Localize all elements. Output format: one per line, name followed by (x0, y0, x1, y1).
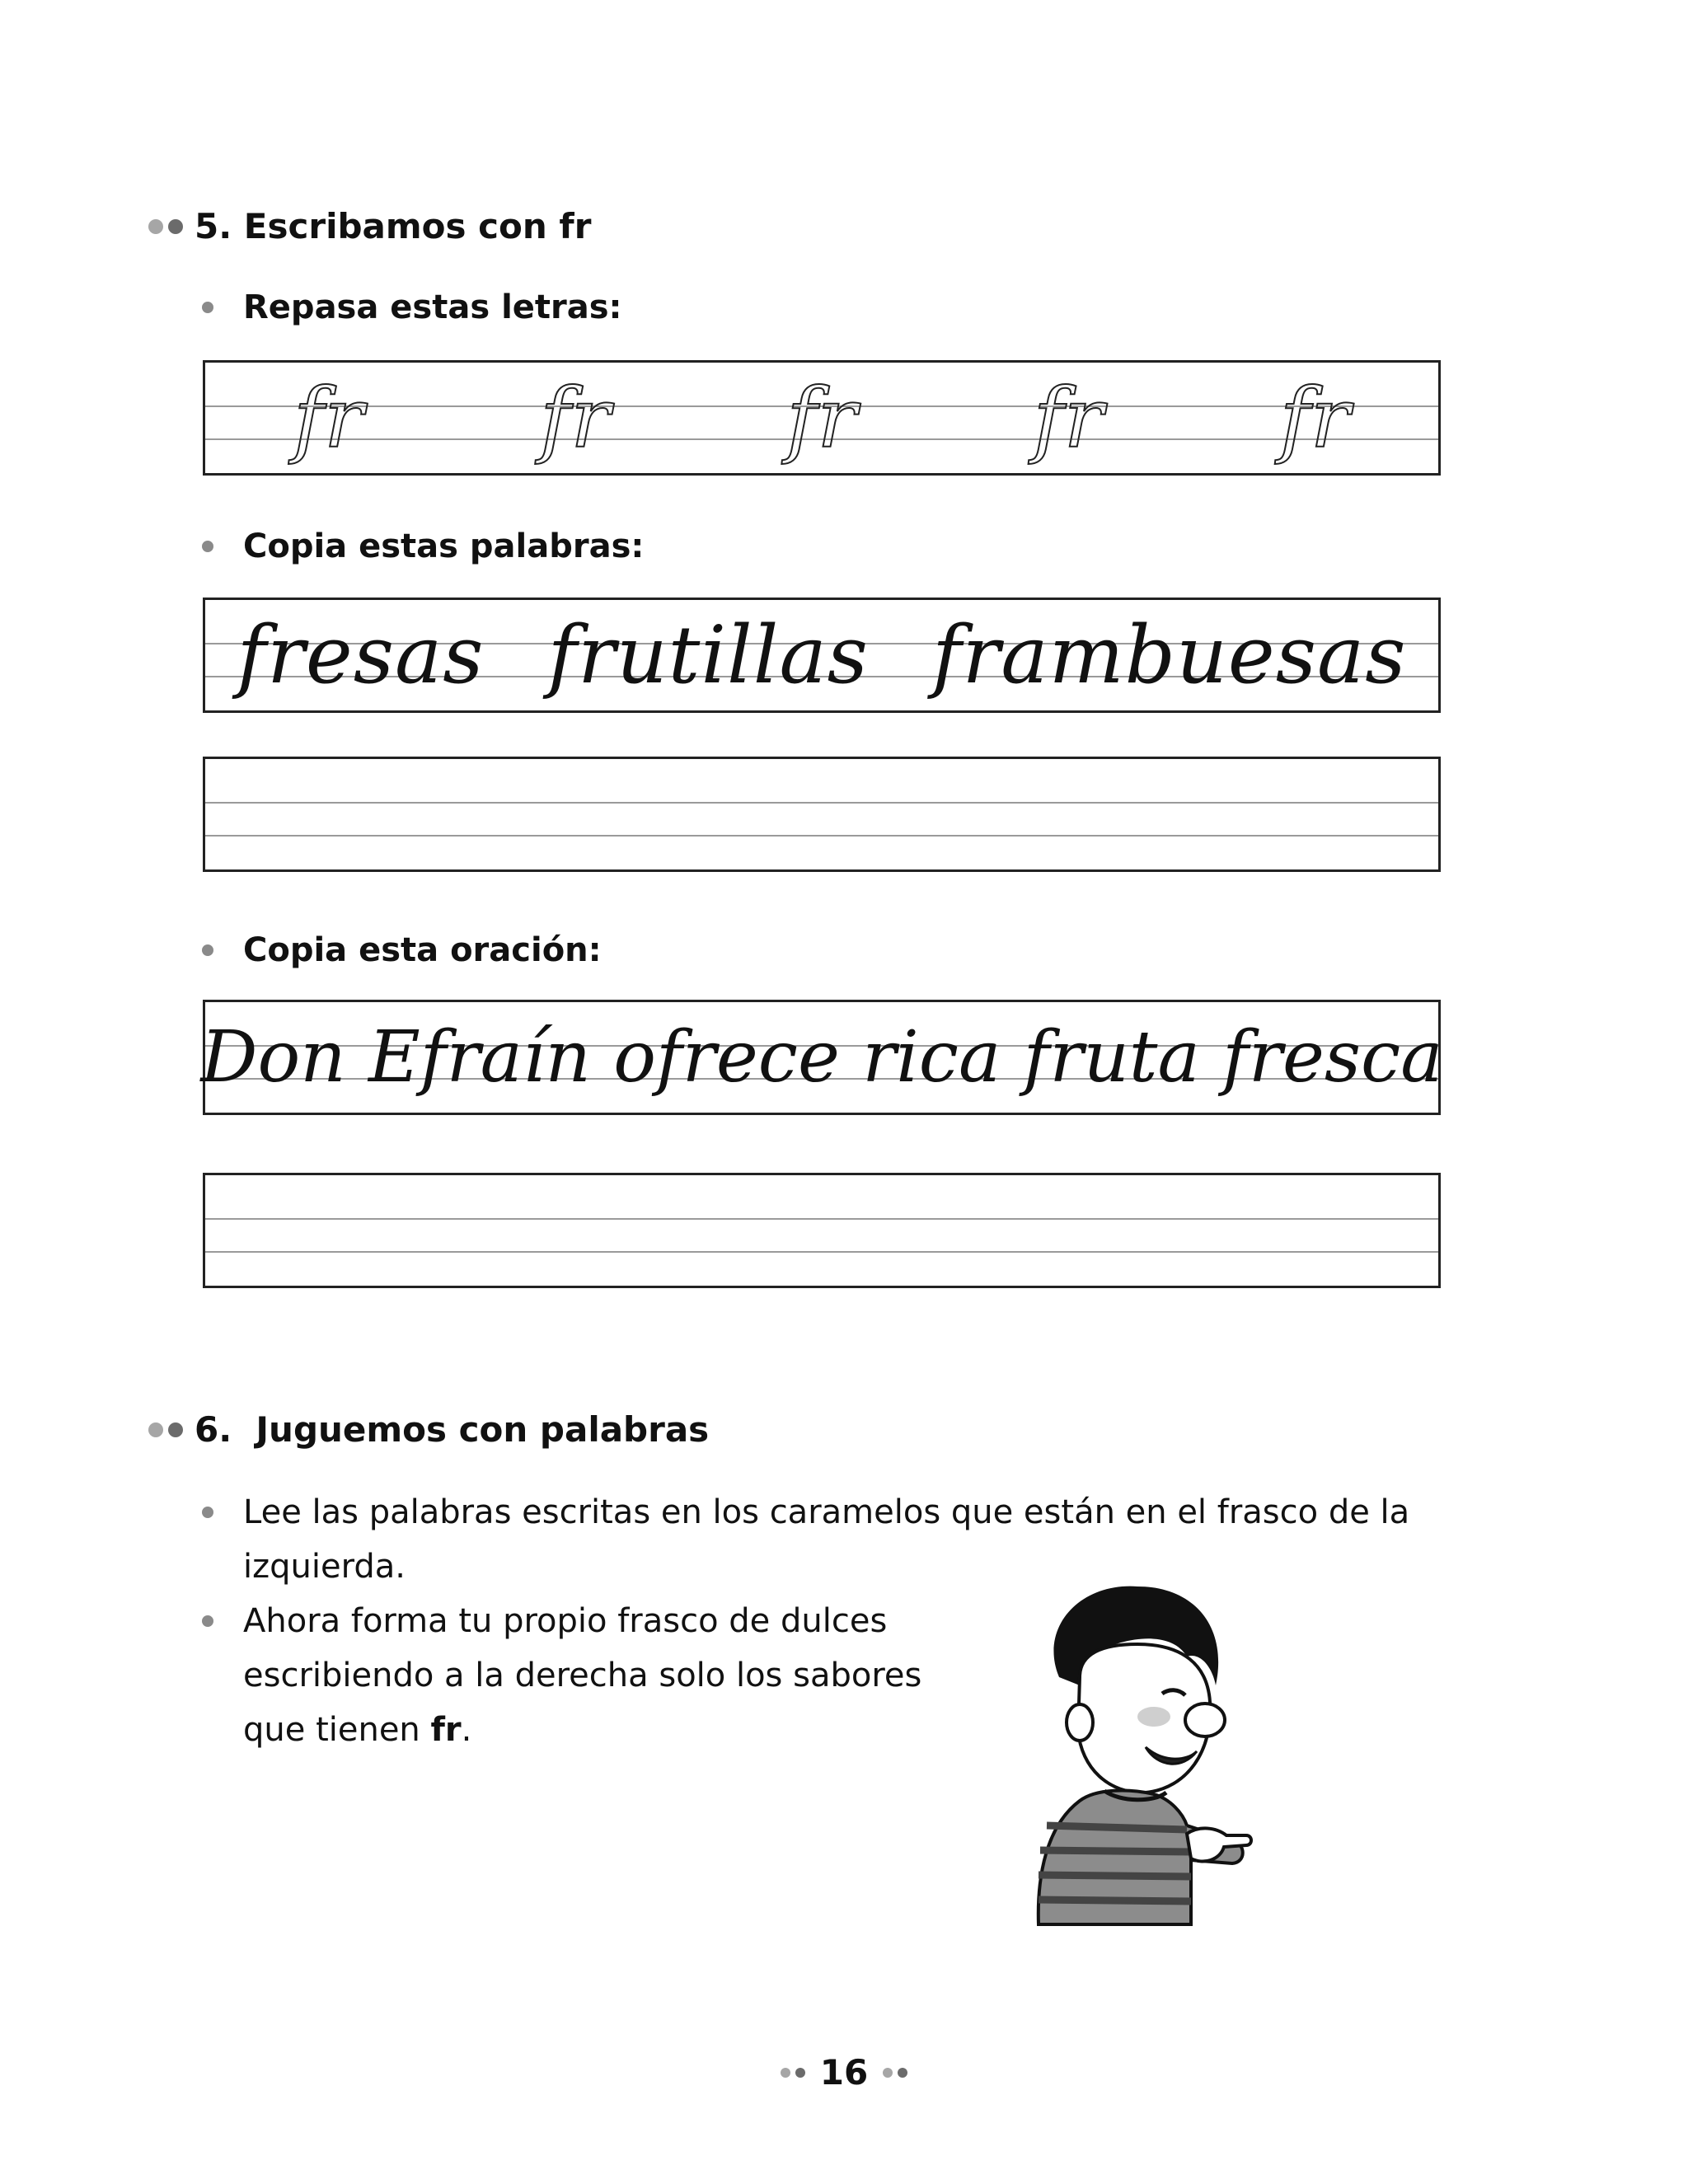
model-words-box (203, 598, 1441, 713)
page-number-text: 16 (819, 2052, 869, 2093)
instruction-text: Lee las palabras escritas en los caramelos que están en el frasco de la izquierda. (243, 1493, 1410, 1586)
trace-letter: fr (540, 369, 611, 466)
instruction-text (243, 1594, 985, 1757)
model-word: frambuesas (931, 609, 1407, 701)
instruction-item (202, 1485, 1455, 1594)
page-number (0, 2052, 1688, 2093)
trace-letter: fr (293, 369, 363, 466)
trace-letters-row (205, 363, 1438, 473)
section-6-title-text: 6. Juguemos con palabras (195, 1409, 710, 1450)
guide-line (205, 1218, 1438, 1220)
trace-lines-box[interactable] (203, 360, 1441, 476)
copy-sentence-instruction-text: Copia esta oración: (243, 931, 602, 969)
section-6-title (148, 1409, 709, 1450)
copy-words-instruction (202, 527, 644, 565)
copy-words-instruction-text: Copia estas palabras: (243, 527, 645, 565)
model-sentence: Don Efraín ofrece rica fruta fresca (200, 1016, 1443, 1099)
model-sentence-box (200, 1000, 1443, 1115)
words-writing-box[interactable] (203, 757, 1441, 872)
section-dots (148, 1422, 183, 1437)
sentence-writing-box[interactable] (203, 1173, 1441, 1288)
section-6-instructions (202, 1485, 1455, 1757)
bullet (202, 302, 213, 313)
trace-letter: fr (786, 369, 857, 466)
page-number-dots (781, 2068, 805, 2078)
bullet (202, 944, 213, 956)
instruction-text-part: . (461, 1711, 472, 1749)
bullet (202, 1507, 213, 1518)
bullet (202, 1615, 213, 1627)
model-word: fresas (237, 609, 485, 701)
boy-pointing-illustration (1022, 1578, 1253, 1933)
trace-instruction-text: Repasa estas letras: (243, 288, 622, 326)
section-5-title (148, 206, 591, 246)
section-dots (148, 219, 183, 234)
bullet (202, 541, 213, 552)
instruction-item (202, 1594, 1455, 1757)
trace-instruction (202, 288, 622, 326)
trace-letter: fr (1279, 369, 1350, 466)
guide-line (205, 802, 1438, 804)
page-number-dots (883, 2068, 907, 2078)
section-5-title-text: 5. Escribamos con fr (195, 206, 592, 246)
guide-line (205, 1251, 1438, 1253)
trace-letter: fr (1033, 369, 1104, 466)
instruction-text-part: Ahora forma tu propio frasco de dulces escribiendo a la derecha solo los sabores que tienen (243, 1602, 922, 1749)
model-word: frutillas (547, 609, 869, 701)
instruction-text-bold: fr (430, 1711, 462, 1749)
copy-sentence-instruction (202, 931, 602, 969)
guide-line (205, 835, 1438, 837)
model-words-row (205, 600, 1438, 710)
